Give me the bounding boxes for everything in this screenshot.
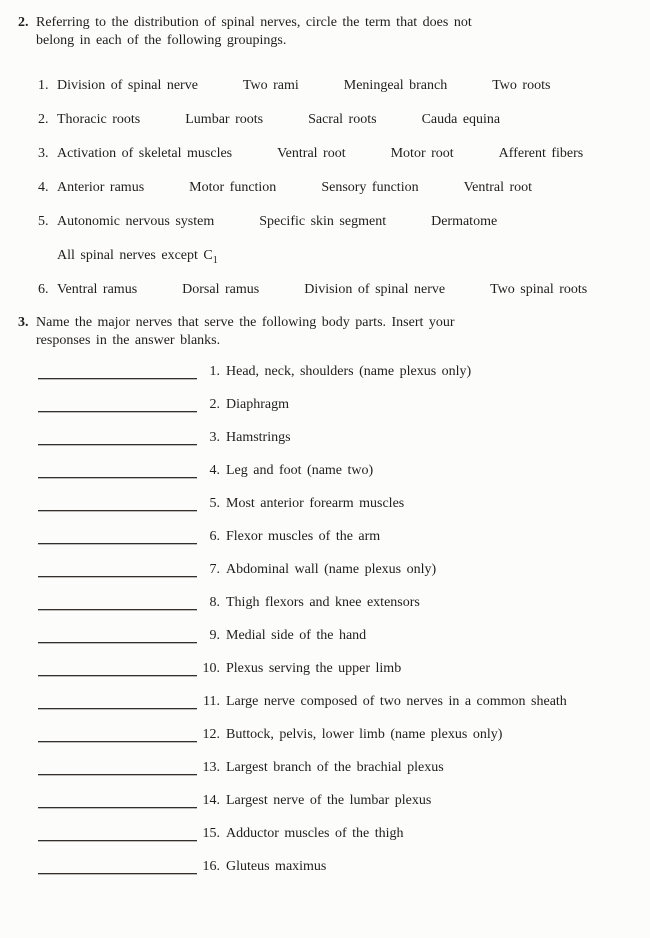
group-terms xyxy=(57,178,532,197)
answer-item-row xyxy=(38,560,632,579)
answer-blank xyxy=(38,595,197,610)
continuation-text: All spinal nerves except C xyxy=(57,248,213,263)
item-number: 8. xyxy=(209,595,220,610)
prompt-line: belong in each of the following groupings. xyxy=(36,32,287,48)
item-label: Adductor muscles of the thigh xyxy=(226,826,404,841)
group-terms xyxy=(57,212,497,231)
answer-item-row xyxy=(38,857,632,876)
answer-item-row xyxy=(38,824,632,843)
answer-blank xyxy=(38,859,197,874)
term-groups xyxy=(38,76,632,299)
answer-blank xyxy=(38,562,197,577)
term-group-row xyxy=(38,144,632,163)
item-number: 2. xyxy=(209,397,220,412)
group-number: 5. xyxy=(38,214,49,229)
item-number: 5. xyxy=(209,496,220,511)
group-number: 4. xyxy=(38,180,49,195)
group-term: Cauda equina xyxy=(421,112,501,127)
group-number: 3. xyxy=(38,146,49,161)
answer-item-row xyxy=(38,428,632,447)
subscript: 1 xyxy=(212,254,218,266)
answer-item-row xyxy=(38,362,632,381)
item-label: Thigh flexors and knee extensors xyxy=(226,595,420,610)
item-label: Buttock, pelvis, lower limb (name plexus only) xyxy=(226,727,503,742)
group-terms xyxy=(57,144,583,163)
answer-blank xyxy=(38,529,197,544)
group-term: Dorsal ramus xyxy=(182,282,260,297)
answer-item-row xyxy=(38,659,632,678)
group-term: Division of spinal nerve xyxy=(304,282,446,297)
group-term: Specific skin segment xyxy=(259,214,387,229)
item-number: 10. xyxy=(202,661,220,676)
group-term: Two rami xyxy=(242,78,299,93)
answer-item-row xyxy=(38,692,632,711)
answer-item-row xyxy=(38,527,632,546)
group-term: Activation of skeletal muscles xyxy=(57,146,233,161)
item-label: Leg and foot (name two) xyxy=(226,463,374,478)
item-number: 15. xyxy=(202,826,220,841)
question-2-prompt xyxy=(18,14,632,49)
item-number: 3. xyxy=(209,430,220,445)
item-number: 14. xyxy=(202,793,220,808)
term-group-row xyxy=(38,280,632,299)
group-term: Afferent fibers xyxy=(498,146,584,161)
item-label: Diaphragm xyxy=(226,397,289,412)
term-group-row xyxy=(38,76,632,95)
group-terms xyxy=(57,110,500,129)
answer-blank xyxy=(38,430,197,445)
item-label: Plexus serving the upper limb xyxy=(226,661,402,676)
term-group-row xyxy=(38,178,632,197)
item-label: Hamstrings xyxy=(226,430,291,445)
group-term: Ventral root xyxy=(277,146,346,161)
question-3-number: 3. xyxy=(18,315,29,330)
item-number: 13. xyxy=(202,760,220,775)
answer-blank xyxy=(38,760,197,775)
item-label: Large nerve composed of two nerves in a common sheath xyxy=(226,694,567,709)
question-3-prompt-lines xyxy=(36,314,632,349)
answer-items xyxy=(38,362,632,876)
answer-blank xyxy=(38,364,197,379)
prompt-line: responses in the answer blanks. xyxy=(36,332,221,348)
question-3-section xyxy=(18,314,632,876)
answer-blank xyxy=(38,793,197,808)
answer-item-row xyxy=(38,395,632,414)
group-term: Meningeal branch xyxy=(343,78,448,93)
item-number: 7. xyxy=(209,562,220,577)
answer-blank xyxy=(38,826,197,841)
group-term: Division of spinal nerve xyxy=(57,78,198,93)
group-terms xyxy=(57,280,587,299)
item-label: Largest nerve of the lumbar plexus xyxy=(226,793,432,808)
item-label: Flexor muscles of the arm xyxy=(226,529,381,544)
term-group-row xyxy=(38,212,632,231)
group-term: Motor function xyxy=(189,180,277,195)
answer-blank xyxy=(38,496,197,511)
item-number: 16. xyxy=(202,859,220,874)
item-number: 4. xyxy=(209,463,220,478)
group-term: Motor root xyxy=(390,146,454,161)
item-label: Gluteus maximus xyxy=(226,859,327,874)
group-number: 2. xyxy=(38,112,49,127)
group-continuation xyxy=(57,246,632,265)
item-number: 12. xyxy=(202,727,220,742)
answer-item-row xyxy=(38,725,632,744)
answer-item-row xyxy=(38,791,632,810)
item-label: Most anterior forearm muscles xyxy=(226,496,405,511)
answer-item-row xyxy=(38,758,632,777)
answer-blank xyxy=(38,727,197,742)
group-term: Lumbar roots xyxy=(185,112,264,127)
group-terms xyxy=(57,76,550,95)
group-term: Sacral roots xyxy=(308,112,377,127)
group-term: Two roots xyxy=(492,78,551,93)
question-2-number: 2. xyxy=(18,15,29,30)
answer-item-row xyxy=(38,461,632,480)
answer-item-row xyxy=(38,494,632,513)
item-number: 6. xyxy=(209,529,220,544)
term-group-row xyxy=(38,110,632,129)
group-term: Dermatome xyxy=(431,214,498,229)
prompt-line: Name the major nerves that serve the following body parts. Insert your xyxy=(36,315,455,330)
answer-blank xyxy=(38,463,197,478)
item-number: 11. xyxy=(203,694,220,709)
question-3-prompt xyxy=(18,314,632,349)
answer-blank xyxy=(38,694,197,709)
group-term: Thoracic roots xyxy=(57,112,141,127)
group-term: Autonomic nervous system xyxy=(57,214,215,229)
answer-blank xyxy=(38,661,197,676)
question-2-section xyxy=(18,14,632,299)
item-label: Abdominal wall (name plexus only) xyxy=(226,562,437,577)
item-label: Medial side of the hand xyxy=(226,628,367,643)
answer-blank xyxy=(38,628,197,643)
group-term: Two spinal roots xyxy=(490,282,588,297)
question-2-prompt-lines xyxy=(36,14,632,49)
answer-item-row xyxy=(38,626,632,645)
group-number: 1. xyxy=(38,78,49,93)
answer-blank xyxy=(38,397,197,412)
answer-item-row xyxy=(38,593,632,612)
item-number: 9. xyxy=(209,628,220,643)
group-term: Ventral root xyxy=(463,180,533,195)
item-label: Largest branch of the brachial plexus xyxy=(226,760,444,775)
group-term: Anterior ramus xyxy=(57,180,145,195)
group-number: 6. xyxy=(38,282,49,297)
group-term: Ventral ramus xyxy=(57,282,138,297)
group-term: Sensory function xyxy=(321,180,419,195)
prompt-line: Referring to the distribution of spinal nerves, circle the term that does not xyxy=(36,15,472,30)
item-label: Head, neck, shoulders (name plexus only) xyxy=(226,364,472,379)
item-number: 1. xyxy=(209,364,220,379)
